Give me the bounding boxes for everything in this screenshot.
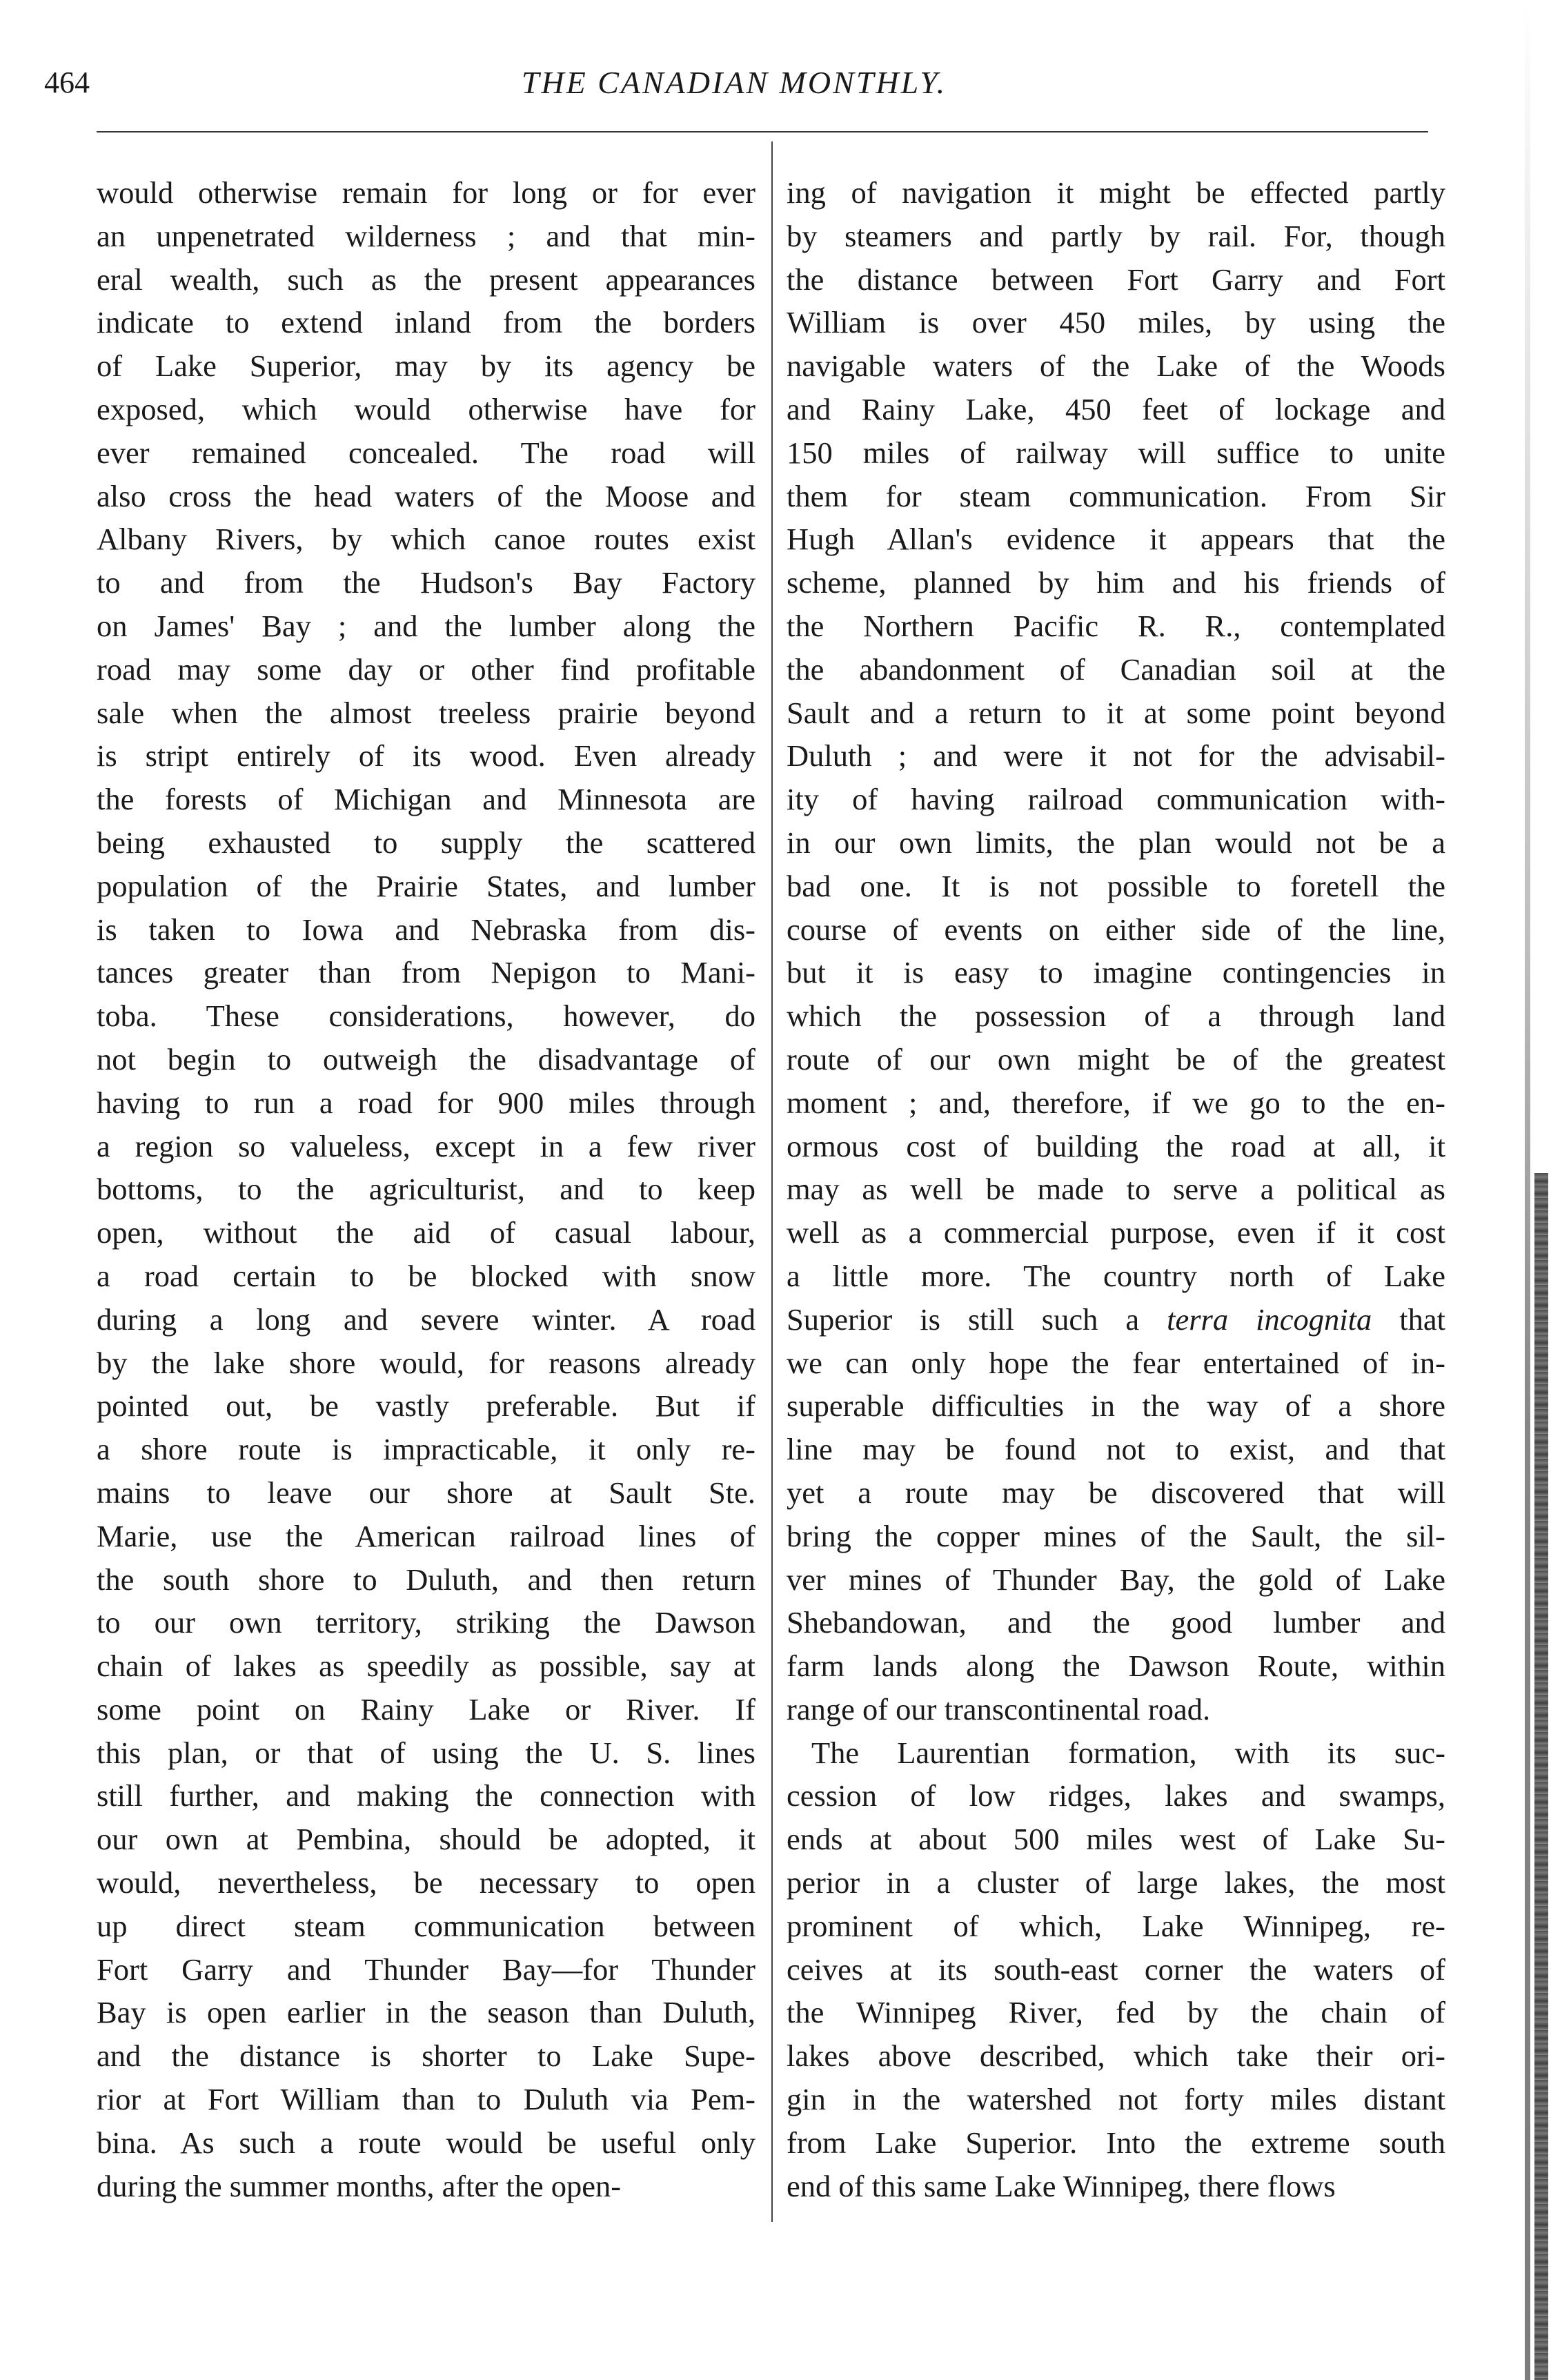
text-line: Sault and a return to it at some point beyond: [787, 695, 1445, 730]
text-line: not begin to outweigh the disadvantage of: [97, 1041, 755, 1076]
text-line: we can only hope the fear entertained of in-: [787, 1345, 1445, 1380]
text-line: the south shore to Duluth, and then return: [97, 1562, 755, 1597]
right-column: [787, 171, 1445, 2207]
text-line: from Lake Superior. Into the extreme south: [787, 2125, 1445, 2160]
text-line: our own at Pembina, should be adopted, it: [97, 1822, 755, 1857]
text-line: gin in the watershed not forty miles distant: [787, 2082, 1445, 2117]
text-line: course of events on either side of the line,: [787, 912, 1445, 947]
text-line: line may be found not to exist, and that: [787, 1432, 1445, 1467]
text-line: to our own territory, striking the Dawson: [97, 1605, 755, 1640]
text-line: also cross the head waters of the Moose and: [97, 478, 755, 513]
text-line: perior in a cluster of large lakes, the most: [787, 1865, 1445, 1900]
text-line: the Winnipeg River, fed by the chain of: [787, 1995, 1445, 2030]
text-line: route of our own might be of the greatest: [787, 1041, 1445, 1076]
text-line: Bay is open earlier in the season than Duluth,: [97, 1995, 755, 2030]
text-line: the distance between Fort Garry and Fort: [787, 262, 1445, 297]
text-line: a shore route is impracticable, it only re-: [97, 1432, 755, 1467]
text-line: rior at Fort William than to Duluth via Pem-: [97, 2082, 755, 2117]
text-line: Albany Rivers, by which canoe routes exist: [97, 522, 755, 557]
text-line: would otherwise remain for long or for ever: [97, 175, 755, 210]
text-line: up direct steam communication between: [97, 1908, 755, 1943]
text-line: scheme, planned by him and his friends of: [787, 565, 1445, 600]
text-line: in our own limits, the plan would not be a: [787, 825, 1445, 860]
text-line: would, nevertheless, be necessary to open: [97, 1865, 755, 1900]
text-line: a road certain to be blocked with snow: [97, 1258, 755, 1293]
page-edge-shadow: [1534, 1173, 1548, 2380]
text-line: and Rainy Lake, 450 feet of lockage and: [787, 391, 1445, 426]
text-line: ing of navigation it might be effected partly: [787, 175, 1445, 210]
text-line: range of our transcontinental road.: [787, 1691, 1211, 1727]
text-line: an unpenetrated wilderness ; and that min-: [97, 218, 755, 253]
text-line: well as a commercial purpose, even if it cost: [787, 1215, 1445, 1250]
text-line: and the distance is shorter to Lake Supe-: [97, 2038, 755, 2074]
text-line: eral wealth, such as the present appearances: [97, 262, 755, 297]
text-line: but it is easy to imagine contingencies in: [787, 955, 1445, 990]
text-line: ceives at its south-east corner the waters of: [787, 1951, 1445, 1987]
column-divider: [771, 141, 773, 2222]
text-line: toba. These considerations, however, do: [97, 999, 755, 1034]
left-column: [97, 171, 755, 2207]
page-number: 464: [44, 66, 90, 99]
text-line: on James' Bay ; and the lumber along the: [97, 608, 755, 643]
running-head: THE CANADIAN MONTHLY.: [521, 65, 947, 100]
text-line: open, without the aid of casual labour,: [97, 1215, 755, 1250]
text-line: a region so valueless, except in a few river: [97, 1128, 755, 1163]
text-line: prominent of which, Lake Winnipeg, re-: [787, 1908, 1445, 1943]
text-line: ity of having railroad communication with-: [787, 782, 1445, 817]
text-line: farm lands along the Dawson Route, within: [787, 1649, 1445, 1684]
text-line: the abandonment of Canadian soil at the: [787, 651, 1445, 687]
page-edge-mark: [1525, 0, 1530, 2380]
text-line: Superior is still such a terra incognita that: [787, 1301, 1445, 1337]
text-line: mains to leave our shore at Sault Ste.: [97, 1475, 755, 1510]
text-line: tances greater than from Nepigon to Mani-: [97, 955, 755, 990]
text-line: cession of low ridges, lakes and swamps,: [787, 1778, 1445, 1813]
text-line: indicate to extend inland from the borders: [97, 305, 755, 340]
text-line: bina. As such a route would be useful only: [97, 2125, 755, 2160]
text-line: bottoms, to the agriculturist, and to keep: [97, 1172, 755, 1207]
text-line: some point on Rainy Lake or River. If: [97, 1691, 755, 1727]
text-line: pointed out, be vastly preferable. But if: [97, 1388, 755, 1424]
text-line: may as well be made to serve a political as: [787, 1172, 1445, 1207]
text-line: being exhausted to supply the scattered: [97, 825, 755, 860]
text-line: is taken to Iowa and Nebraska from dis-: [97, 912, 755, 947]
text-line: the forests of Michigan and Minnesota are: [97, 782, 755, 817]
text-line: Fort Garry and Thunder Bay—for Thunder: [97, 1951, 755, 1987]
text-line: superable difficulties in the way of a shore: [787, 1388, 1445, 1424]
text-line: them for steam communication. From Sir: [787, 478, 1445, 513]
text-line: which the possession of a through land: [787, 999, 1445, 1034]
text-line: population of the Prairie States, and lumber: [97, 868, 755, 903]
text-line: Marie, use the American railroad lines of: [97, 1518, 755, 1553]
text-line: during the summer months, after the open-: [97, 2168, 622, 2203]
text-line: moment ; and, therefore, if we go to the en-: [787, 1085, 1445, 1120]
text-line: by steamers and partly by rail. For, though: [787, 218, 1445, 253]
text-line: a little more. The country north of Lake: [787, 1258, 1445, 1293]
text-line: ver mines of Thunder Bay, the gold of Lake: [787, 1562, 1445, 1597]
text-line: bad one. It is not possible to foretell the: [787, 868, 1445, 903]
italic-phrase: terra incognita: [1167, 1301, 1372, 1337]
text-line: ends at about 500 miles west of Lake Su-: [787, 1822, 1445, 1857]
header-rule: [97, 131, 1428, 132]
text-line: ever remained concealed. The road will: [97, 435, 755, 470]
text-line: Duluth ; and were it not for the advisabil-: [787, 738, 1445, 774]
text-line: navigable waters of the Lake of the Woods: [787, 348, 1445, 384]
text-line: sale when the almost treeless prairie beyond: [97, 695, 755, 730]
text-line: The Laurentian formation, with its suc-: [811, 1735, 1445, 1770]
text-line: ormous cost of building the road at all, it: [787, 1128, 1445, 1163]
text-line: Shebandowan, and the good lumber and: [787, 1605, 1445, 1640]
text-line: Hugh Allan's evidence it appears that the: [787, 522, 1445, 557]
text-line: during a long and severe winter. A road: [97, 1301, 755, 1337]
text-line: by the lake shore would, for reasons already: [97, 1345, 755, 1380]
text-line: end of this same Lake Winnipeg, there flows: [787, 2168, 1336, 2203]
page-header: [44, 62, 1424, 110]
text-line: yet a route may be discovered that will: [787, 1475, 1445, 1510]
text-line: to and from the Hudson's Bay Factory: [97, 565, 755, 600]
text-line: chain of lakes as speedily as possible, say at: [97, 1649, 755, 1684]
text-line: the Northern Pacific R. R., contemplated: [787, 608, 1445, 643]
text-line: 150 miles of railway will suffice to unite: [787, 435, 1445, 470]
text-line: having to run a road for 900 miles through: [97, 1085, 755, 1120]
text-line: this plan, or that of using the U. S. lines: [97, 1735, 755, 1770]
text-line: lakes above described, which take their ori-: [787, 2038, 1445, 2074]
text-line: of Lake Superior, may by its agency be: [97, 348, 755, 384]
text-line: exposed, which would otherwise have for: [97, 391, 755, 426]
text-line: still further, and making the connection with: [97, 1778, 755, 1813]
text-line: bring the copper mines of the Sault, the sil-: [787, 1518, 1445, 1553]
text-line: road may some day or other find profitable: [97, 651, 755, 687]
text-line: is stript entirely of its wood. Even already: [97, 738, 755, 774]
text-line: William is over 450 miles, by using the: [787, 305, 1445, 340]
